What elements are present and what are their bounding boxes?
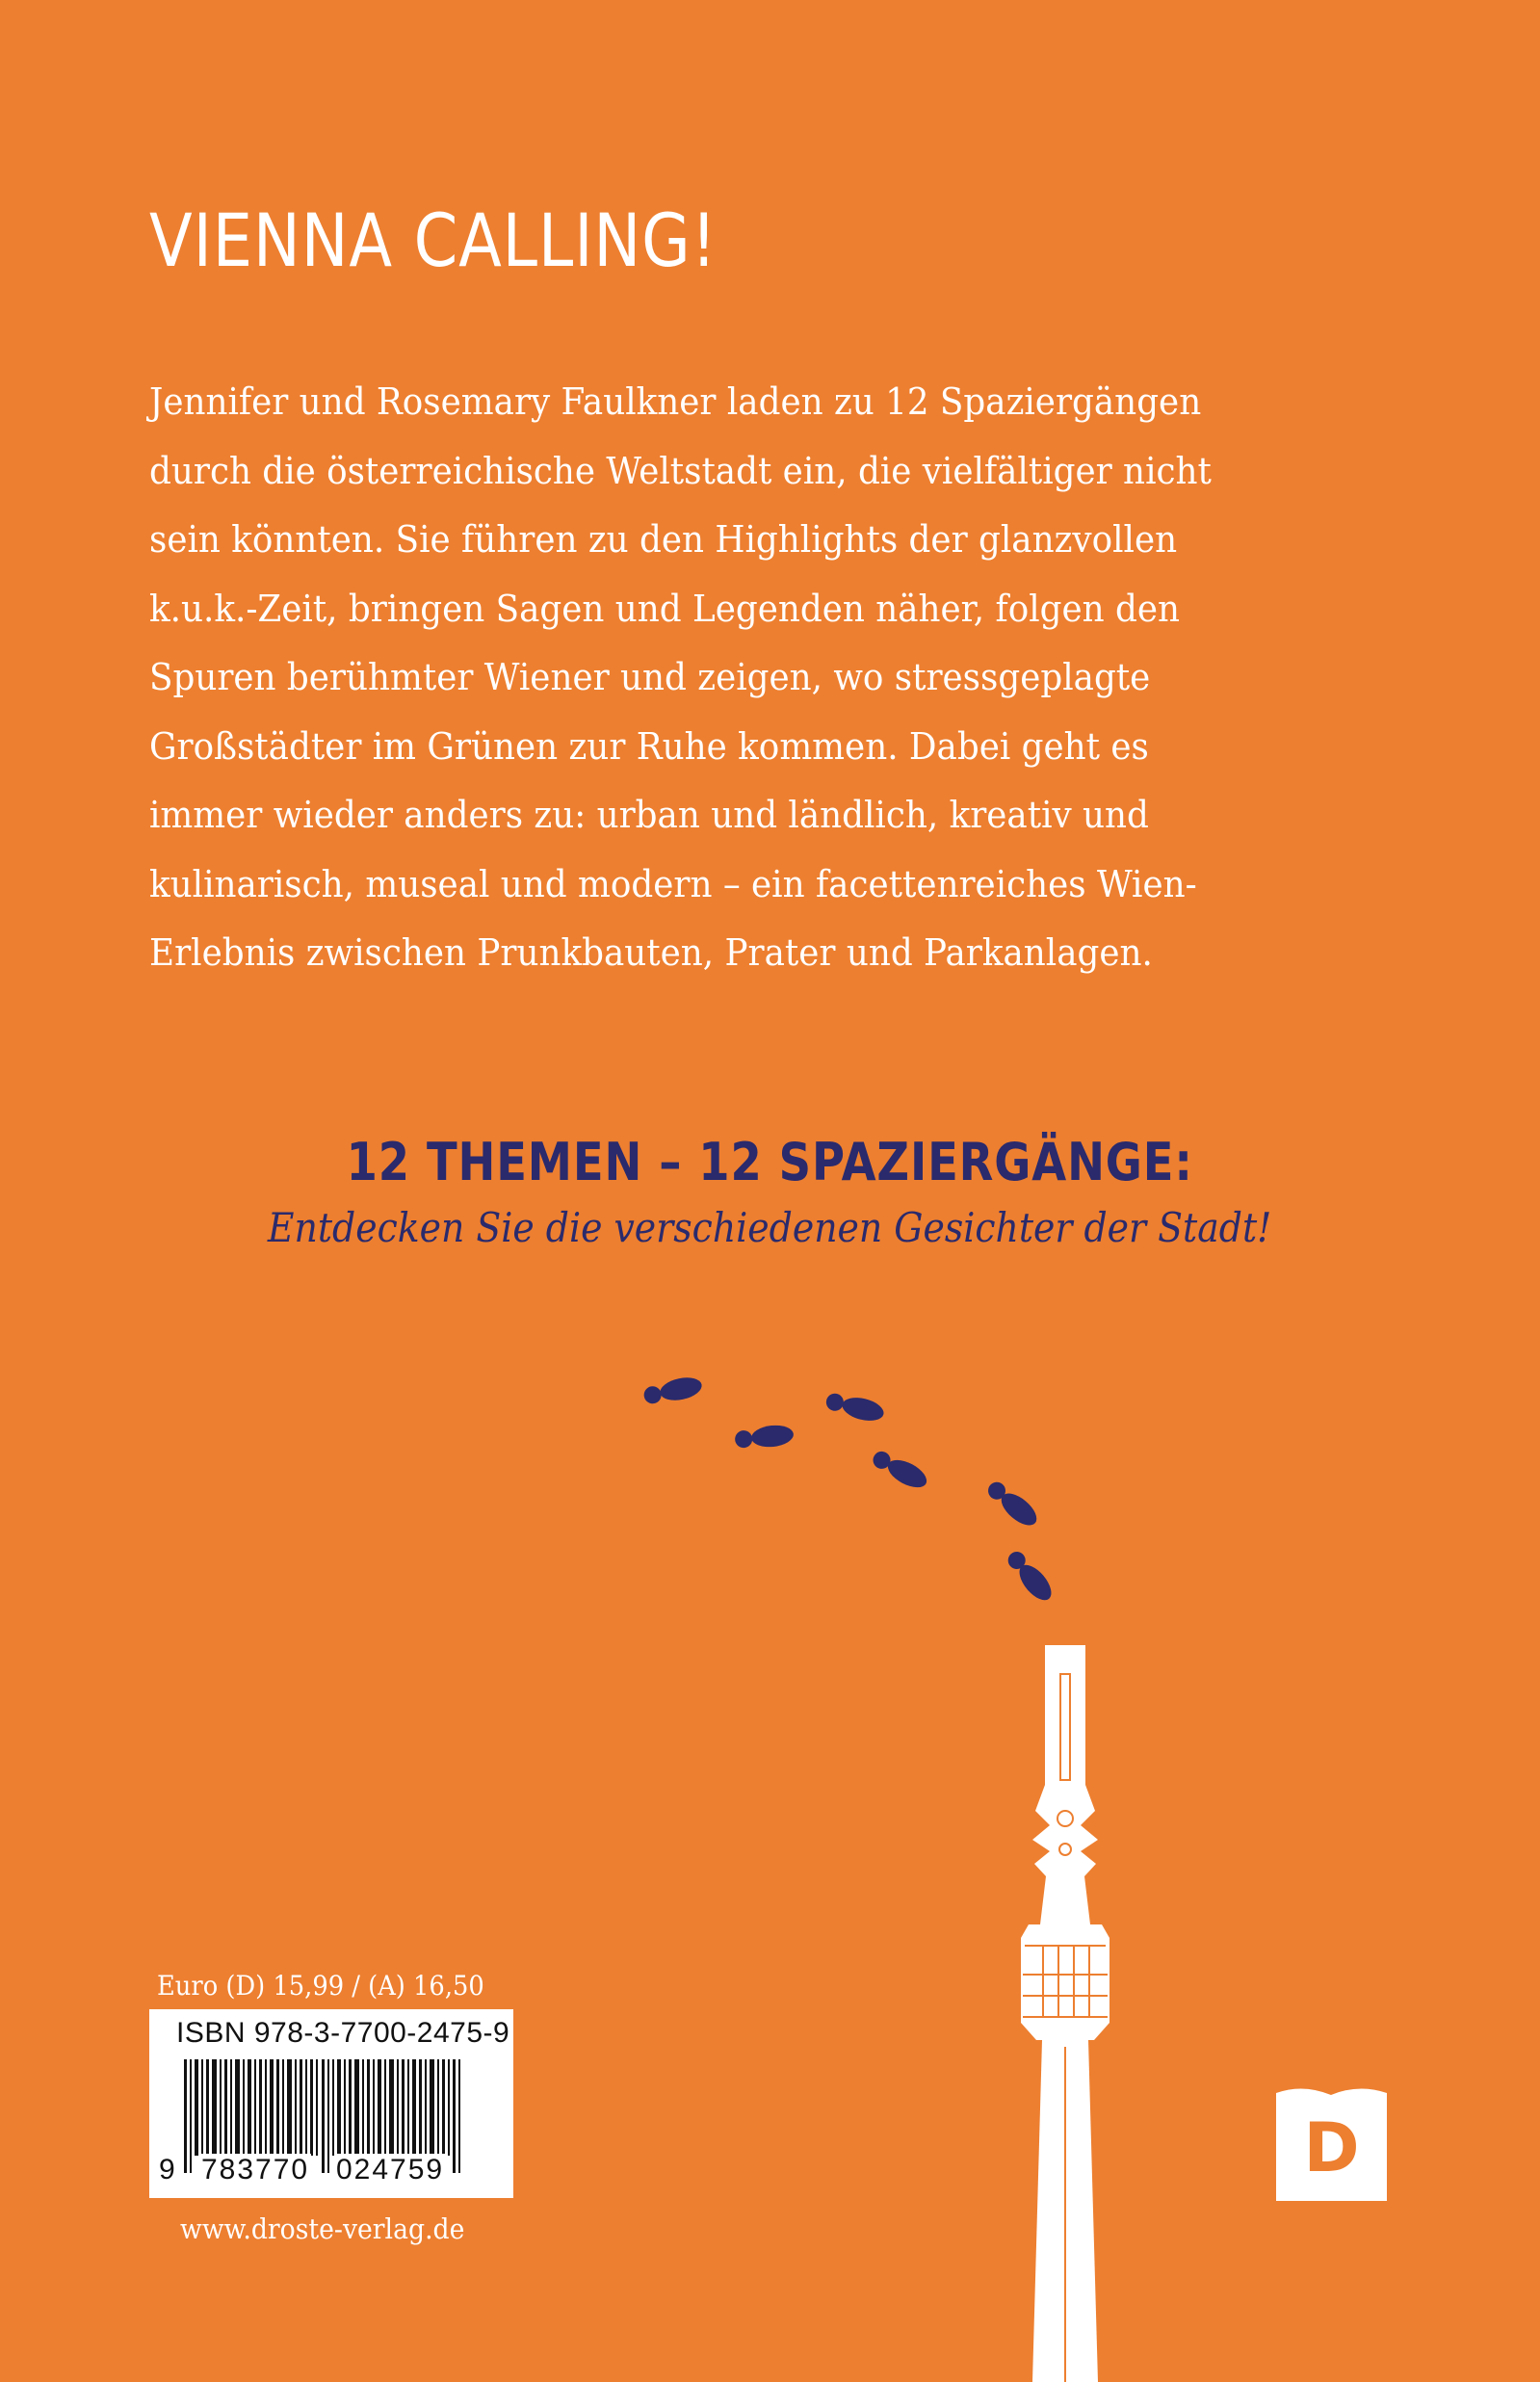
blurb-line: sein könnten. Sie führen zu den Highlights der glanzvollen bbox=[149, 518, 1178, 561]
footprints-icon bbox=[642, 1374, 1057, 1606]
blurb-line: Jennifer und Rosemary Faulkner laden zu 12 Spaziergängen bbox=[149, 380, 1202, 423]
price-label: Euro (D) 15,99 / (A) 16,50 bbox=[157, 1970, 484, 2002]
cover-title: VIENNA CALLING! bbox=[149, 197, 718, 283]
blurb-line: durch die österreichische Weltstadt ein, die vielfältiger nicht bbox=[149, 449, 1212, 492]
tv-tower-icon bbox=[1021, 1645, 1109, 2382]
publisher-website: www.droste-verlag.de bbox=[180, 2212, 465, 2245]
blurb-line: k.u.k.-Zeit, bringen Sagen und Legenden näher, folgen den bbox=[149, 587, 1181, 630]
themes-subtitle-text: Entdecken Sie die verschiedenen Gesichter der Stadt! bbox=[268, 1204, 1272, 1251]
isbn-label: ISBN 978-3-7700-2475-9 bbox=[176, 2017, 510, 2049]
blurb-line: kulinarisch, museal und modern – ein facettenreiches Wien- bbox=[149, 862, 1197, 905]
barcode-lead-digit: 9 bbox=[159, 2154, 177, 2186]
barcode-block bbox=[149, 2009, 513, 2198]
publisher-logo-icon bbox=[1276, 2083, 1387, 2201]
blurb-line: Großstädter im Grünen zur Ruhe kommen. Dabei geht es bbox=[149, 724, 1149, 768]
barcode-right-digits: 024759 bbox=[336, 2154, 445, 2186]
themes-heading-text: 12 THEMEN – 12 SPAZIERGÄNGE: bbox=[346, 1132, 1194, 1192]
publisher-logo-letter: D bbox=[1303, 2108, 1360, 2187]
barcode-left-digits: 783770 bbox=[201, 2154, 310, 2186]
blurb-line: immer wieder anders zu: urban und ländlich, kreativ und bbox=[149, 794, 1149, 836]
blurb-line: Erlebnis zwischen Prunkbauten, Prater und Parkanlagen. bbox=[149, 931, 1153, 974]
blurb-line: Spuren berühmter Wiener und zeigen, wo stressgeplagte bbox=[149, 656, 1151, 698]
